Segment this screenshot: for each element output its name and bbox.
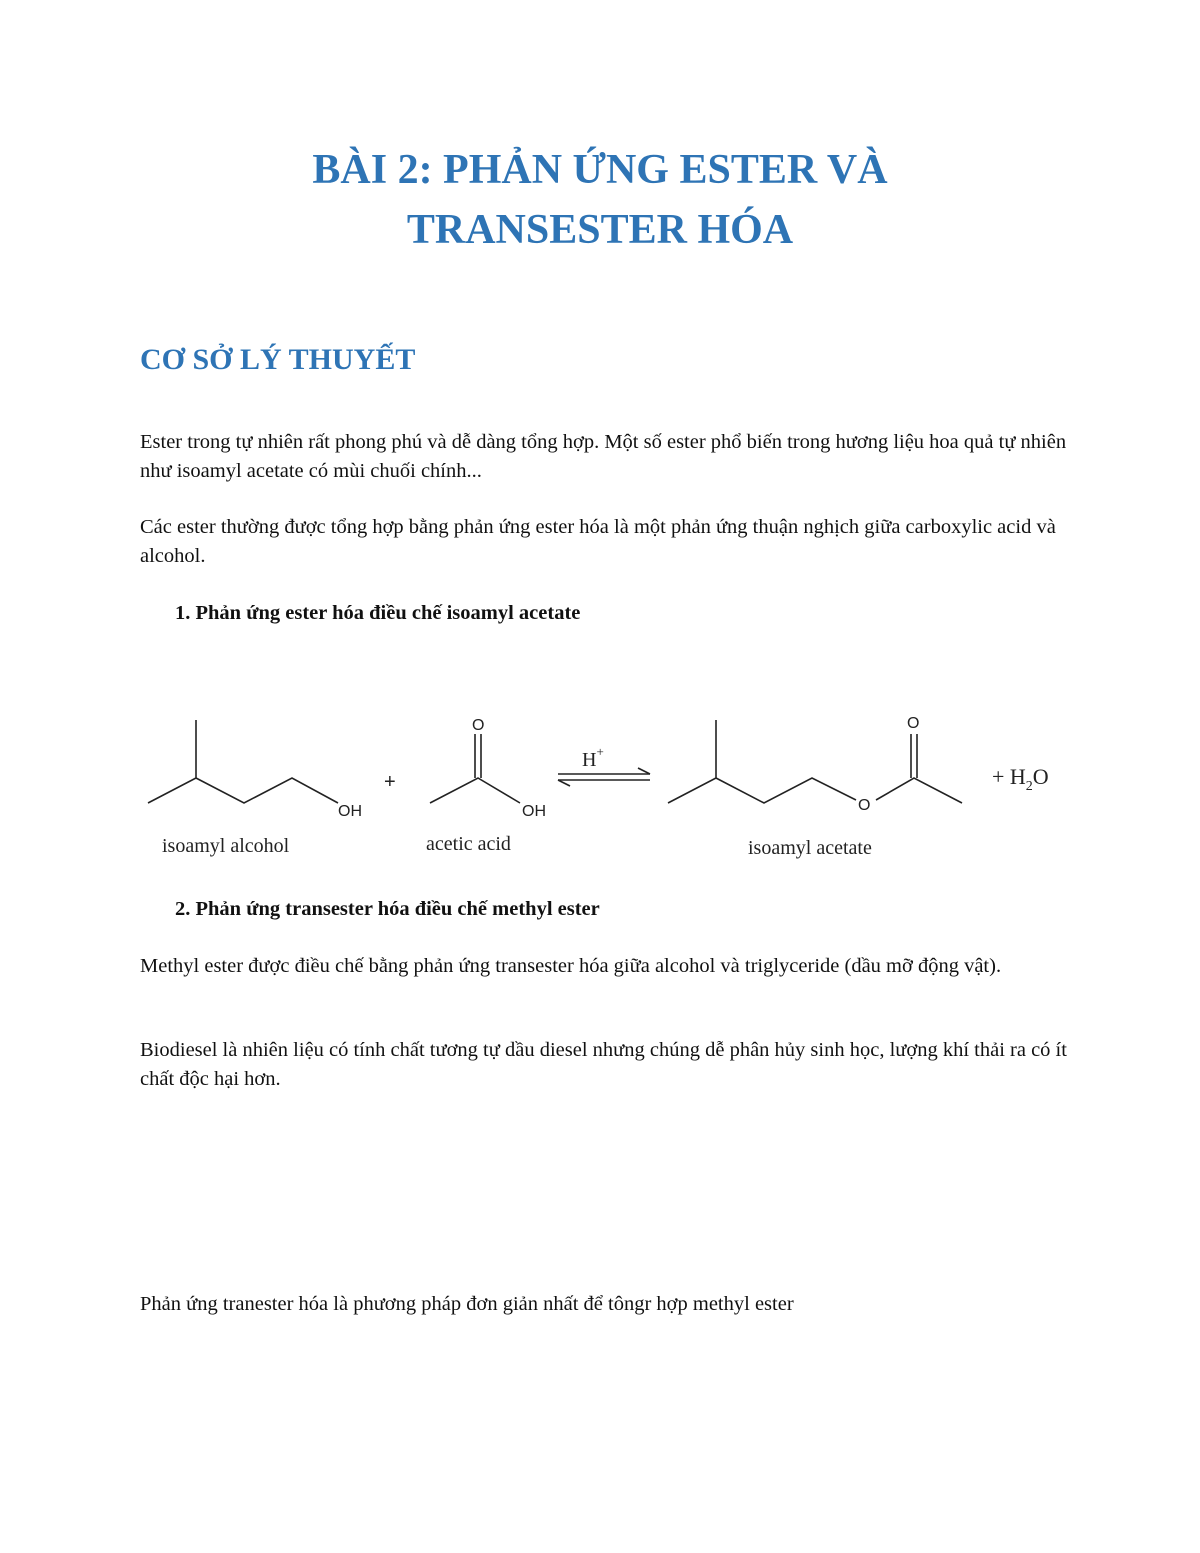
title-line-2: TRANSESTER HÓA [406, 207, 794, 253]
isoamyl-alcohol-chain-bonds [196, 778, 338, 803]
catalyst-charge: + [596, 744, 604, 759]
paragraph-transesterification: Phản ứng tranester hóa là phương pháp đơn giản nhất để tôngr hợp methyl ester [140, 1293, 794, 1315]
acetic-acid-chain-bonds [430, 778, 520, 803]
acetate-chain-bonds [876, 778, 962, 803]
section-heading: CƠ SỞ LÝ THUYẾT [140, 343, 416, 376]
water-suffix: O [1032, 764, 1049, 789]
title-line-1: BÀI 2: PHẢN ỨNG ESTER VÀ [312, 147, 888, 193]
water-label [992, 764, 1049, 794]
reverse-arrowhead [558, 780, 570, 786]
isoamyl-alcohol-oh-label: OH [338, 803, 362, 820]
numbered-item-1: 1. Phản ứng ester hóa điều chế isoamyl acetate [175, 602, 581, 624]
paragraph-biodiesel: Biodiesel là nhiên liệu có tính chất tương tự dầu diesel nhưng chúng dễ phân hủy sinh học, lượng khí thải ra có ít chất độc hại hơn. [140, 1039, 1067, 1090]
acetic-acid-structure [430, 734, 520, 803]
isoamyl-alcohol-label: isoamyl alcohol [162, 835, 290, 857]
ester-oxygen-label: O [858, 797, 871, 814]
isoamyl-alcohol-structure [148, 720, 338, 803]
paragraph-esterification: Các ester thường được tổng hợp bằng phản ứng ester hóa là một phản ứng thuận nghịch giữa carboxylic acid và alcohol. [140, 516, 1056, 567]
document-title [0, 140, 1200, 260]
water-subscript: 2 [1025, 779, 1033, 794]
equilibrium-arrow [558, 768, 650, 786]
acetic-acid-o-label: O [472, 717, 485, 734]
plus-sign: + [384, 771, 396, 793]
paragraph-ester-intro: Ester trong tự nhiên rất phong phú và dễ dàng tổng hợp. Một số ester phổ biến trong hương liệu hoa quả tự nhiên như isoamyl acetate có mùi chuối chính... [140, 431, 1067, 482]
reaction-scheme-diagram [140, 700, 1070, 870]
paragraph-methyl-ester: Methyl ester được điều chế bằng phản ứng transester hóa giữa alcohol và triglyceride (dầu mỡ động vật). [140, 955, 1002, 977]
isoamyl-acetate-structure [668, 720, 962, 803]
isoamyl-acetate-branch-bond [668, 720, 716, 803]
forward-arrowhead [638, 768, 650, 774]
catalyst-label [582, 744, 604, 771]
isoamyl-alcohol-branch-bond [148, 720, 196, 803]
catalyst-symbol: H [582, 749, 597, 771]
carbonyl-oxygen-label: O [907, 715, 920, 732]
acetic-acid-label: acetic acid [426, 833, 511, 855]
water-prefix: + H [992, 764, 1026, 789]
isoamyl-acetate-chain-bonds [716, 778, 856, 803]
isoamyl-acetate-label: isoamyl acetate [748, 837, 872, 859]
acetic-acid-oh-label: OH [522, 803, 546, 820]
numbered-item-2: 2. Phản ứng transester hóa điều chế methyl ester [175, 898, 600, 920]
